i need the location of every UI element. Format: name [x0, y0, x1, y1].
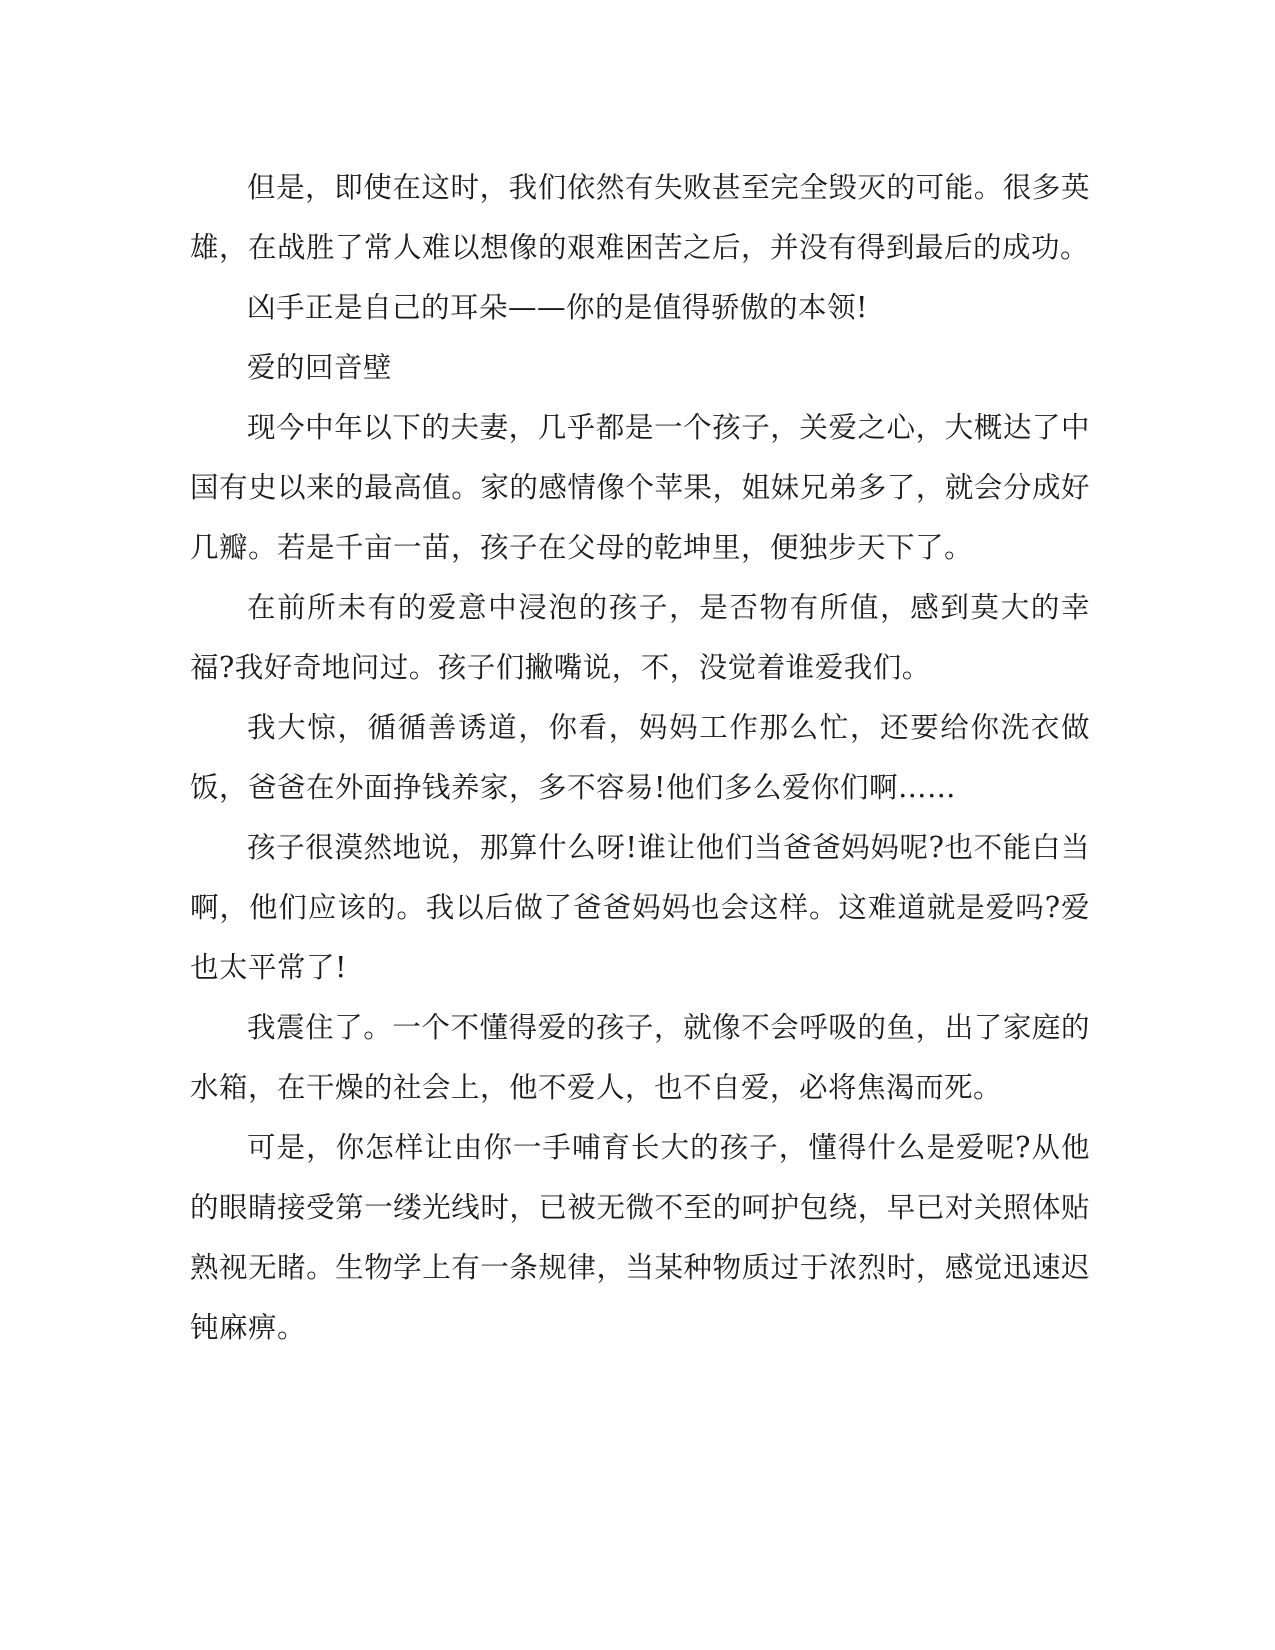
paragraph-3: 现今中年以下的夫妻，几乎都是一个孩子，关爱之心，大概达了中国有史以来的最高值。家的感情像个苹果，姐妹兄弟多了，就会分成好几瓣。若是千亩一苗，孩子在父母的乾坤里，便独步天下了。: [190, 411, 1090, 564]
paragraph-1: 但是，即使在这时，我们依然有失败甚至完全毁灭的可能。很多英雄，在战胜了常人难以想像的艰难困苦之后，并没有得到最后的成功。: [190, 171, 1090, 264]
paragraph-5: 我大惊，循循善诱道，你看，妈妈工作那么忙，还要给你洗衣做饭，爸爸在外面挣钱养家，多不容易!他们多么爱你们啊……: [190, 711, 1090, 804]
paragraph-4: 在前所未有的爱意中浸泡的孩子，是否物有所值，感到莫大的幸福?我好奇地问过。孩子们撇嘴说，不，没觉着谁爱我们。: [190, 591, 1090, 684]
paragraph-8: 可是，你怎样让由你一手哺育长大的孩子，懂得什么是爱呢?从他的眼睛接受第一缕光线时，已被无微不至的呵护包绕，早已对关照体贴熟视无睹。生物学上有一条规律，当某种物质过于浓烈时，感觉迅速迟钝麻痹。: [190, 1131, 1090, 1344]
paragraph-6: 孩子很漠然地说，那算什么呀!谁让他们当爸爸妈妈呢?也不能白当啊，他们应该的。我以后做了爸爸妈妈也会这样。这难道就是爱吗?爱也太平常了!: [190, 831, 1090, 984]
section-heading: 爱的回音壁: [247, 351, 393, 384]
paragraph-2: 凶手正是自己的耳朵——你的是值得骄傲的本领!: [247, 291, 868, 324]
paragraph-7: 我震住了。一个不懂得爱的孩子，就像不会呼吸的鱼，出了家庭的水箱，在干燥的社会上，他不爱人，也不自爱，必将焦渴而死。: [190, 1011, 1090, 1104]
document-body: [190, 158, 1090, 1358]
